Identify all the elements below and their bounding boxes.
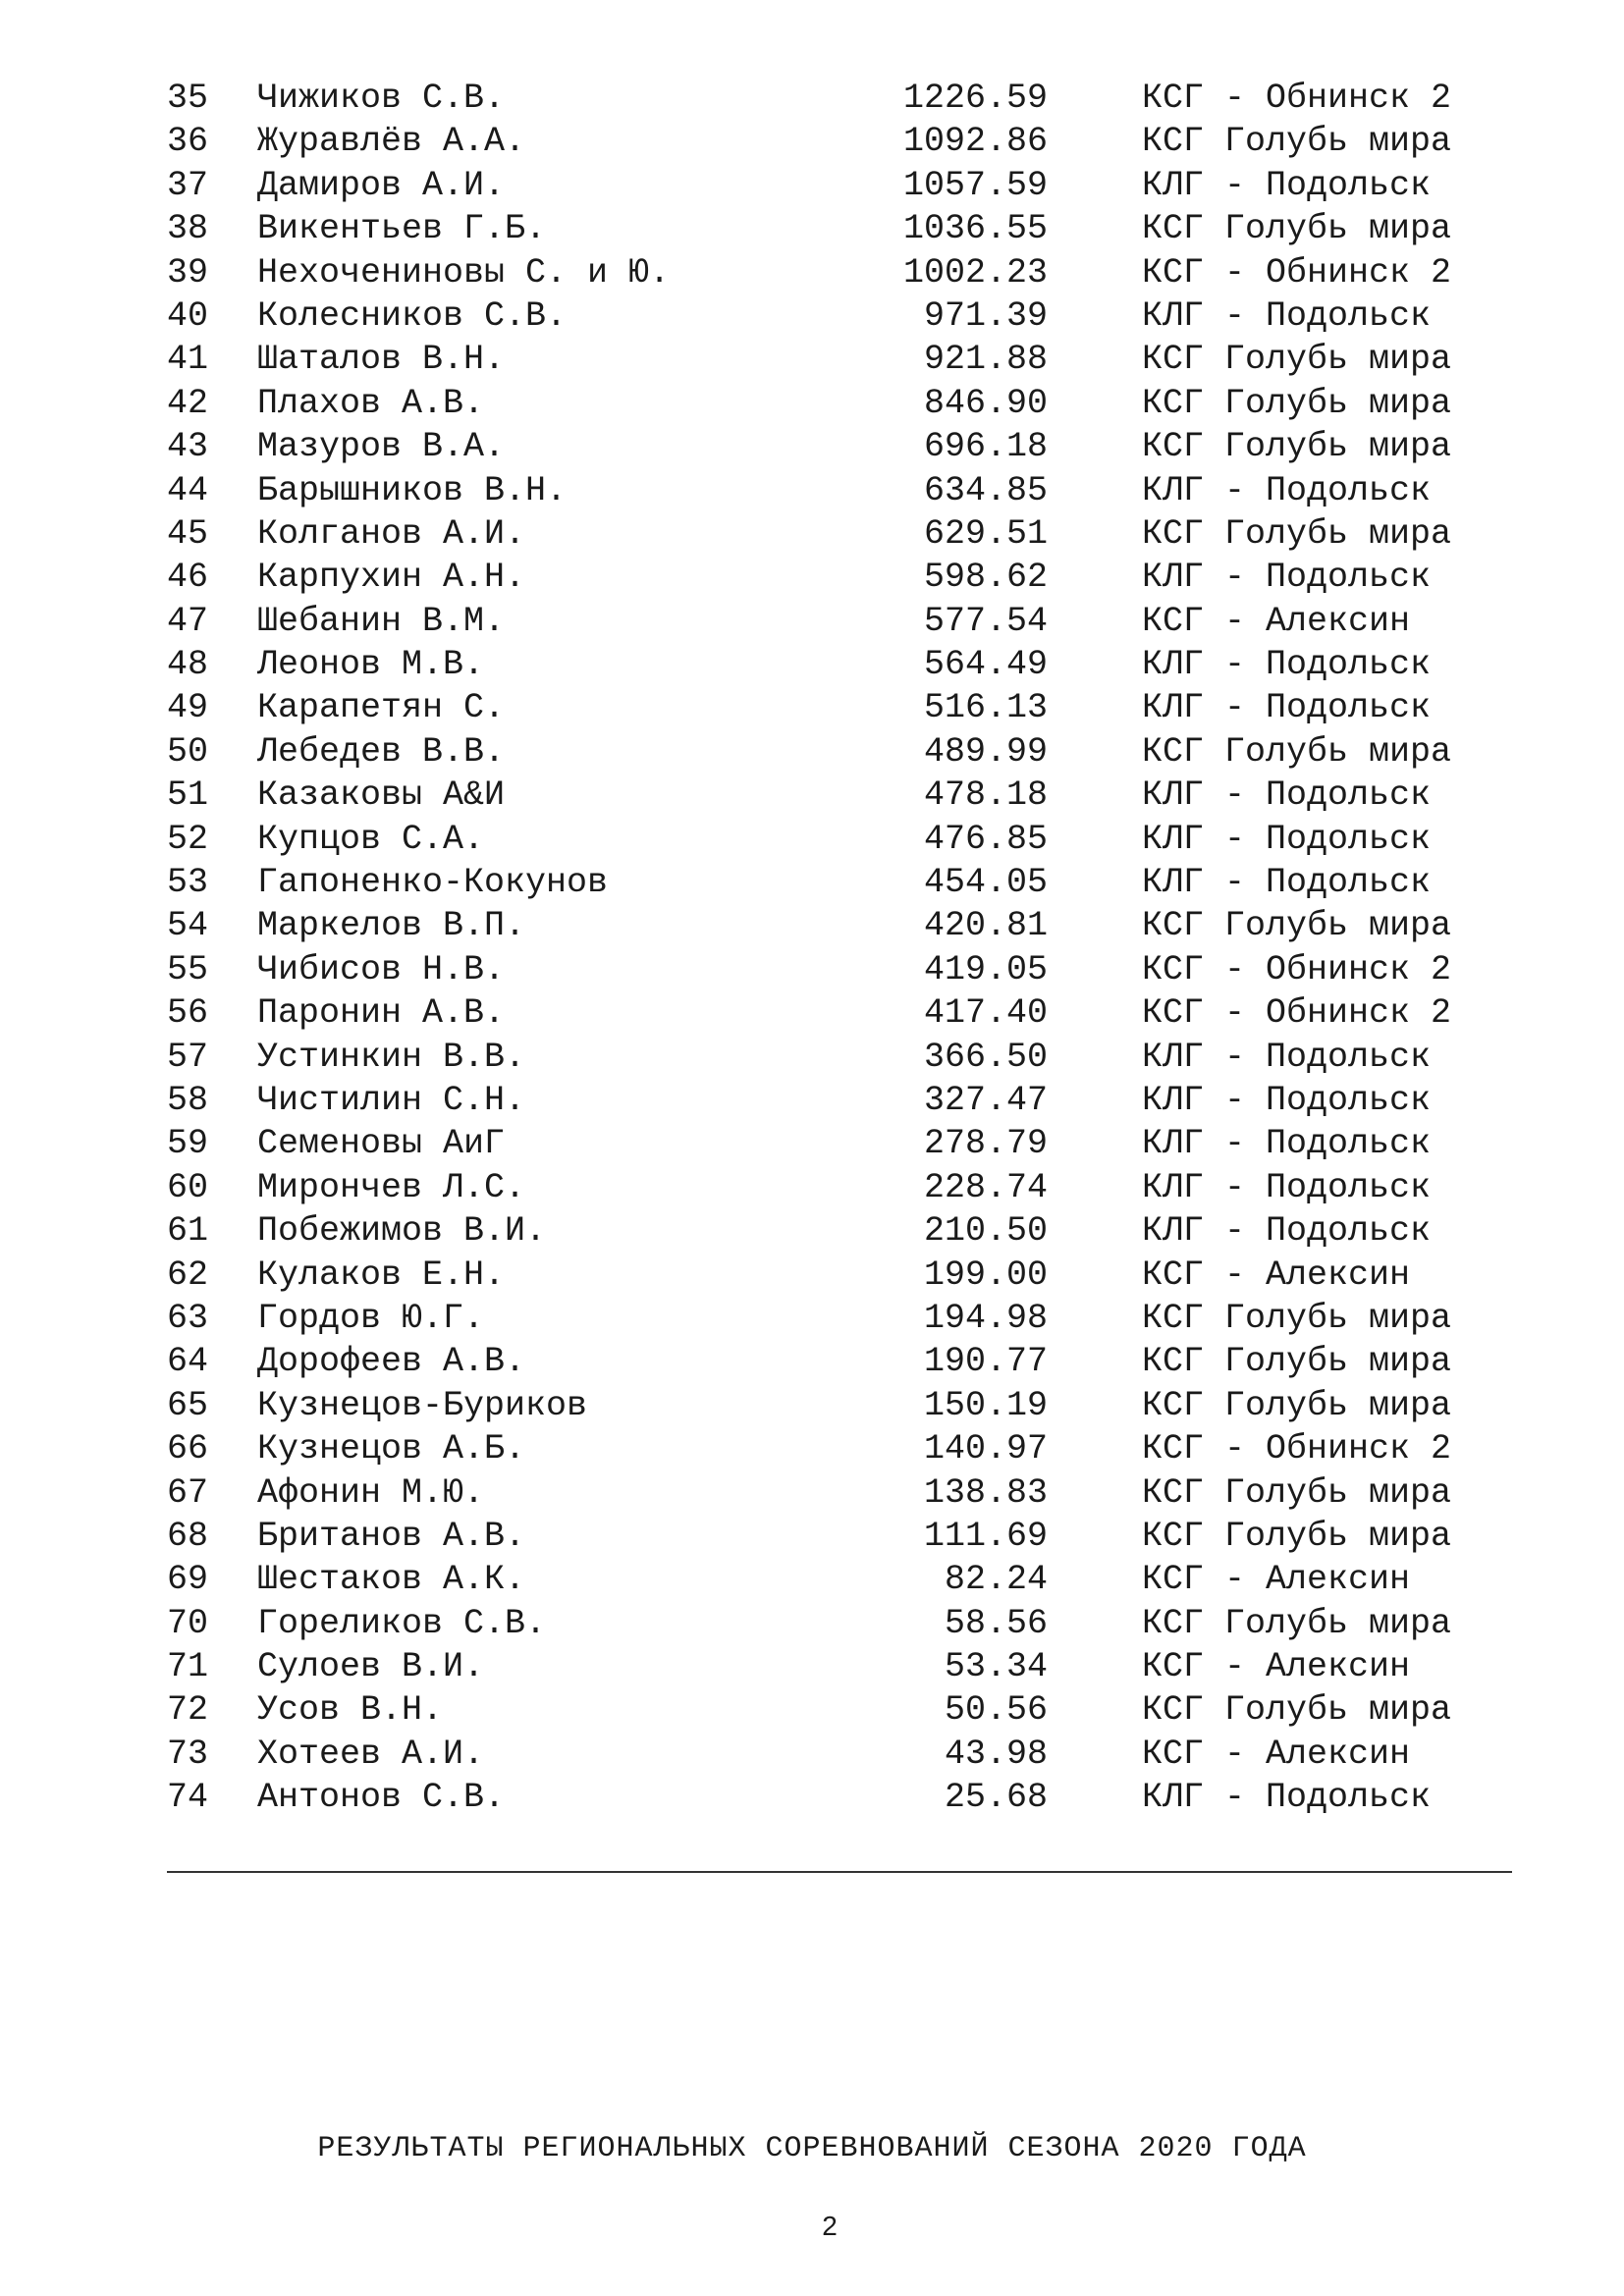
score-cell: 1002.23 [902,252,1048,293]
table-row [0,1209,1624,1253]
table-row [0,1733,1624,1776]
rank-cell: 35 [167,79,209,118]
rank-cell: 68 [167,1516,209,1556]
rank-cell: 39 [167,252,209,293]
table-row [0,1471,1624,1515]
score-cell: 417.40 [923,993,1048,1034]
name-cell: Чибисов Н.В. [257,949,506,989]
name-cell: Карпухин А.Н. [257,558,526,598]
table-row [0,948,1624,991]
name-cell: Лебедев В.В. [257,731,506,772]
club-cell: КСГ - Алексин [1142,1560,1411,1600]
name-cell: Паронин А.В. [257,993,506,1034]
name-cell: Нехочениновы С. и Ю. [257,252,671,293]
table-row [0,1297,1624,1340]
table-row [0,818,1624,861]
name-cell: Журавлёв А.А. [257,122,526,162]
club-cell: КЛГ - Подольск [1142,863,1432,903]
table-row [0,164,1624,207]
table-row [0,425,1624,468]
rank-cell: 50 [167,731,209,772]
rank-cell: 56 [167,993,209,1034]
table-row [0,1515,1624,1558]
table-row [0,120,1624,163]
name-cell: Мазуров В.А. [257,427,506,467]
name-cell: Семеновы АиГ [257,1124,506,1164]
table-row [0,556,1624,599]
table-row [0,991,1624,1035]
club-cell: КСГ Голубь мира [1142,122,1452,162]
rank-cell: 59 [167,1124,209,1164]
club-cell: КСГ - Алексин [1142,1734,1411,1774]
score-cell: 478.18 [923,775,1048,816]
score-cell: 846.90 [923,383,1048,423]
rank-cell: 47 [167,601,209,641]
table-row [0,1558,1624,1601]
club-cell: КЛГ - Подольск [1142,819,1432,859]
score-cell: 210.50 [923,1211,1048,1252]
score-cell: 43.98 [944,1734,1048,1774]
name-cell: Шестаков А.К. [257,1560,526,1600]
score-cell: 1092.86 [902,122,1048,162]
rank-cell: 57 [167,1037,209,1077]
rank-cell: 43 [167,427,209,467]
club-cell: КСГ Голубь мира [1142,513,1452,554]
club-cell: КСГ Голубь мира [1142,1472,1452,1513]
club-cell: КСГ Голубь мира [1142,1516,1452,1556]
score-cell: 199.00 [923,1255,1048,1295]
table-row [0,512,1624,556]
club-cell: КСГ - Алексин [1142,601,1411,641]
score-cell: 419.05 [923,949,1048,989]
rank-cell: 41 [167,340,209,380]
rank-cell: 69 [167,1560,209,1600]
score-cell: 634.85 [923,470,1048,510]
score-cell: 1036.55 [902,209,1048,249]
club-cell: КЛГ - Подольск [1142,645,1432,685]
table-row [0,294,1624,338]
table-row [0,904,1624,947]
score-cell: 921.88 [923,340,1048,380]
table-row [0,686,1624,729]
results-table [0,77,1624,1820]
rank-cell: 49 [167,688,209,728]
score-cell: 194.98 [923,1298,1048,1338]
name-cell: Гапоненко-Кокунов [257,863,609,903]
club-cell: КСГ Голубь мира [1142,1690,1452,1731]
table-row [0,1340,1624,1383]
table-bottom-rule [167,1871,1512,1873]
name-cell: Карапетян С. [257,688,506,728]
name-cell: Купцов С.А. [257,819,485,859]
score-cell: 516.13 [923,688,1048,728]
score-cell: 50.56 [944,1690,1048,1731]
club-cell: КЛГ - Подольск [1142,1080,1432,1120]
rank-cell: 52 [167,819,209,859]
club-cell: КСГ Голубь мира [1142,209,1452,249]
name-cell: Плахов А.В. [257,383,485,423]
club-cell: КСГ Голубь мира [1142,906,1452,946]
table-row [0,1645,1624,1688]
club-cell: КЛГ - Подольск [1142,775,1432,816]
name-cell: Сулоев В.И. [257,1647,485,1687]
rank-cell: 45 [167,513,209,554]
name-cell: Британов А.В. [257,1516,526,1556]
score-cell: 25.68 [944,1778,1048,1818]
name-cell: Чистилин С.Н. [257,1080,526,1120]
table-row [0,1384,1624,1427]
club-cell: КСГ - Обнинск 2 [1142,993,1452,1034]
club-cell: КСГ Голубь мира [1142,340,1452,380]
name-cell: Колесников С.В. [257,295,568,336]
club-cell: КЛГ - Подольск [1142,558,1432,598]
name-cell: Викентьев Г.Б. [257,209,547,249]
club-cell: КСГ - Обнинск 2 [1142,252,1452,293]
table-row [0,207,1624,250]
club-cell: КСГ - Алексин [1142,1647,1411,1687]
name-cell: Шаталов В.Н. [257,340,506,380]
score-cell: 564.49 [923,645,1048,685]
rank-cell: 38 [167,209,209,249]
score-cell: 190.77 [923,1342,1048,1382]
score-cell: 111.69 [923,1516,1048,1556]
table-row [0,1036,1624,1079]
score-cell: 1226.59 [902,79,1048,118]
score-cell: 53.34 [944,1647,1048,1687]
rank-cell: 44 [167,470,209,510]
score-cell: 327.47 [923,1080,1048,1120]
score-cell: 1057.59 [902,165,1048,205]
club-cell: КСГ Голубь мира [1142,1298,1452,1338]
name-cell: Дамиров А.И. [257,165,506,205]
name-cell: Барышников В.Н. [257,470,568,510]
rank-cell: 64 [167,1342,209,1382]
club-cell: КЛГ - Подольск [1142,1124,1432,1164]
name-cell: Чижиков С.В. [257,79,506,118]
rank-cell: 62 [167,1255,209,1295]
name-cell: Кузнецов-Буриков [257,1385,588,1425]
table-row [0,1254,1624,1297]
rank-cell: 73 [167,1734,209,1774]
table-row [0,1122,1624,1165]
club-cell: КЛГ - Подольск [1142,1037,1432,1077]
table-row [0,251,1624,294]
rank-cell: 36 [167,122,209,162]
rank-cell: 65 [167,1385,209,1425]
table-row [0,469,1624,512]
table-row [0,382,1624,425]
club-cell: КСГ Голубь мира [1142,1342,1452,1382]
club-cell: КЛГ - Подольск [1142,688,1432,728]
table-row [0,1166,1624,1209]
name-cell: Шебанин В.М. [257,601,506,641]
club-cell: КЛГ - Подольск [1142,1167,1432,1207]
name-cell: Хотеев А.И. [257,1734,485,1774]
score-cell: 454.05 [923,863,1048,903]
score-cell: 971.39 [923,295,1048,336]
club-cell: КСГ - Обнинск 2 [1142,949,1452,989]
table-row [0,730,1624,774]
score-cell: 58.56 [944,1603,1048,1643]
rank-cell: 51 [167,775,209,816]
club-cell: КСГ Голубь мира [1142,1385,1452,1425]
name-cell: Побежимов В.И. [257,1211,547,1252]
name-cell: Кузнецов А.Б. [257,1429,526,1469]
table-row [0,1688,1624,1732]
table-row [0,77,1624,120]
document-footer-title: РЕЗУЛЬТАТЫ РЕГИОНАЛЬНЫХ СОРЕВНОВАНИЙ СЕЗОНА 2020 ГОДА [317,2132,1307,2165]
rank-cell: 54 [167,906,209,946]
table-row [0,338,1624,381]
rank-cell: 60 [167,1167,209,1207]
rank-cell: 61 [167,1211,209,1252]
rank-cell: 63 [167,1298,209,1338]
score-cell: 138.83 [923,1472,1048,1513]
club-cell: КЛГ - Подольск [1142,470,1432,510]
rank-cell: 70 [167,1603,209,1643]
table-row [0,1776,1624,1819]
rank-cell: 46 [167,558,209,598]
score-cell: 476.85 [923,819,1048,859]
table-row [0,861,1624,904]
score-cell: 598.62 [923,558,1048,598]
rank-cell: 67 [167,1472,209,1513]
table-row [0,643,1624,686]
rank-cell: 74 [167,1778,209,1818]
rank-cell: 53 [167,863,209,903]
rank-cell: 55 [167,949,209,989]
name-cell: Антонов С.В. [257,1778,506,1818]
name-cell: Гордов Ю.Г. [257,1298,485,1338]
score-cell: 489.99 [923,731,1048,772]
page-number: 2 [822,2211,838,2241]
score-cell: 150.19 [923,1385,1048,1425]
name-cell: Кулаков Е.Н. [257,1255,506,1295]
score-cell: 228.74 [923,1167,1048,1207]
score-cell: 420.81 [923,906,1048,946]
club-cell: КСГ Голубь мира [1142,383,1452,423]
club-cell: КЛГ - Подольск [1142,1778,1432,1818]
club-cell: КЛГ - Подольск [1142,295,1432,336]
rank-cell: 48 [167,645,209,685]
rank-cell: 42 [167,383,209,423]
club-cell: КЛГ - Подольск [1142,165,1432,205]
name-cell: Колганов А.И. [257,513,526,554]
name-cell: Гореликов С.В. [257,1603,547,1643]
table-row [0,1427,1624,1470]
rank-cell: 72 [167,1690,209,1731]
club-cell: КСГ - Обнинск 2 [1142,79,1452,118]
club-cell: КСГ - Алексин [1142,1255,1411,1295]
table-row [0,774,1624,817]
score-cell: 140.97 [923,1429,1048,1469]
rank-cell: 37 [167,165,209,205]
table-row [0,600,1624,643]
club-cell: КСГ Голубь мира [1142,427,1452,467]
club-cell: КСГ Голубь мира [1142,731,1452,772]
table-row [0,1079,1624,1122]
score-cell: 696.18 [923,427,1048,467]
rank-cell: 40 [167,295,209,336]
table-row [0,1602,1624,1645]
club-cell: КСГ - Обнинск 2 [1142,1429,1452,1469]
club-cell: КЛГ - Подольск [1142,1211,1432,1252]
score-cell: 366.50 [923,1037,1048,1077]
name-cell: Дорофеев А.В. [257,1342,526,1382]
score-cell: 82.24 [944,1560,1048,1600]
rank-cell: 66 [167,1429,209,1469]
name-cell: Маркелов В.П. [257,906,526,946]
name-cell: Устинкин В.В. [257,1037,526,1077]
name-cell: Усов В.Н. [257,1690,444,1731]
name-cell: Леонов М.В. [257,645,485,685]
name-cell: Казаковы А&И [257,775,506,816]
rank-cell: 58 [167,1080,209,1120]
score-cell: 577.54 [923,601,1048,641]
rank-cell: 71 [167,1647,209,1687]
club-cell: КСГ Голубь мира [1142,1603,1452,1643]
score-cell: 278.79 [923,1124,1048,1164]
name-cell: Мирончев Л.С. [257,1167,526,1207]
name-cell: Афонин М.Ю. [257,1472,485,1513]
score-cell: 629.51 [923,513,1048,554]
